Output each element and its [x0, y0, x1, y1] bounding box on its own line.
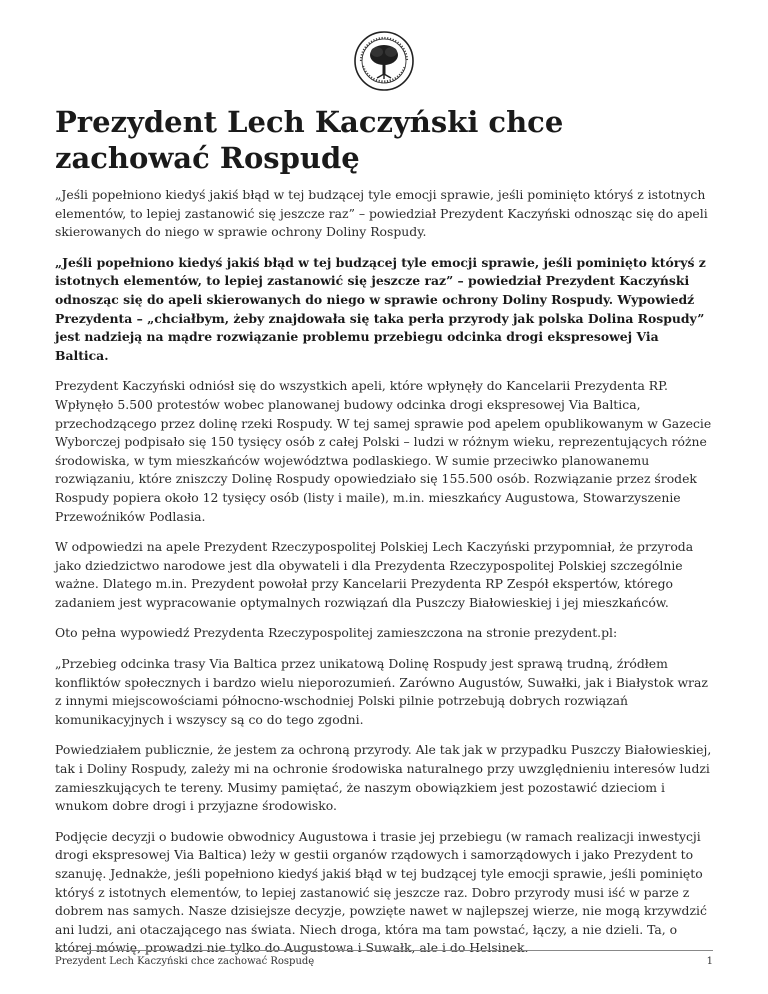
document-page — [55, 0, 713, 994]
quote-paragraph: „Przebieg odcinka trasy Via Baltica przez unikatową Dolinę Rospudy jest sprawą trudną, źródłem konfliktów społecznych i bardzo wielu nieporozumień. Zarówno Augustów, Suwałki, jak i Białystok wraz z innymi miejscowościami północno-wschodniej Polski pilnie potrzebują dobrych rozwiązań komunikacyjnych i wszyscy są co do tego zgodni. — [55, 656, 708, 727]
article-body — [55, 186, 713, 970]
body-paragraph: W odpowiedzi na apele Prezydent Rzeczypospolitej Polskiej Lech Kaczyński przypomniał, że przyroda jako dziedzictwo narodowe jest dla obywateli i dla Prezydenta Rzeczypospolitej Polskiej szczególnie ważne. Dlatego m.in. Prezydent powołał przy Kancelarii Prezydenta RP Zespół ekspertów, którego zadaniem jest wypracowanie optymalnych rozwiązań dla Puszczy Białowieskiej i jej mieszkańców. — [55, 539, 694, 610]
intro-paragraph: „Jeśli popełniono kiedyś jakiś błąd w tej budzącej tyle emocji sprawie, jeśli pominięto któryś z istotnych elementów, to lepiej zastanowić się jeszcze raz” – powiedział Prezydent Kaczyński odnosząc się do apeli skierowanych do niego w sprawie ochrony Doliny Rospudy. — [55, 187, 708, 240]
body-paragraph: Prezydent Kaczyński odniósł się do wszystkich apeli, które wpłynęły do Kancelarii Prezydenta RP. Wpłynęło 5.500 protestów wobec planowanej budowy odcinka drogi ekspresowej Via Baltica, przechodzącego przez dolinę rzeki Rospudy. W tej samej sprawie pod apelem opublikowanym w Gazecie Wyborczej podpisało się 150 tysięcy osób z całej Polski – ludzi w różnym wieku, reprezentujących różne środowiska, w tym mieszkańców województwa podlaskiego. W sumie przeciwko planowanemu rozwiązaniu, które zniszczy Dolinę Rospudy opowiedziało się 155.500 osób. Rozwiązanie przez środek Rospudy popiera około 12 tysięcy osób (listy i maile), m.in. mieszkańcy Augustowa, Stowarzyszenie Przewoźników Podlasia. — [55, 378, 712, 524]
quote-paragraph: Powiedziałem publicznie, że jestem za ochroną przyrody. Ale tak jak w przypadku Puszczy Białowieskiej, tak i Doliny Rospudy, zależy mi na ochronie środowiska naturalnego przy uwzględnieniu interesów ludzi zamieszkujących te tereny. Musimy pamiętać, że naszym obowiązkiem jest pozostawić dzieciom i wnukom dobre drogi i przyjazne środowisko. — [55, 742, 712, 814]
footer-divider — [55, 950, 713, 951]
lead-paragraph: „Jeśli popełniono kiedyś jakiś błąd w tej budzącej tyle emocji sprawie, jeśli pominięto któryś z istotnych elementów, to lepiej zastanowić się jeszcze raz” – powiedział Prezydent Kaczyński odnosząc się do apeli skierowanych do niego w sprawie ochrony Doliny Rospudy. Wypowiedź Prezydenta – „chciałbym, żeby znajdowała się taka perła przyrody jak polska Dolina Rospudy” jest nadzieją na mądre rozwiązanie problemu przebiegu odcinka drogi ekspresowej Via Baltica. — [55, 254, 706, 363]
footer-title: Prezydent Lech Kaczyński chce zachować Rospudę — [55, 956, 315, 967]
tree-seal-icon — [353, 30, 415, 92]
body-paragraph: Oto pełna wypowiedź Prezydenta Rzeczypospolitej zamieszczona na stronie prezydent.pl: — [55, 625, 618, 641]
quote-paragraph: Podjęcie decyzji o budowie obwodnicy Augustowa i trasie jej przebiegu (w ramach realizacji inwestycji drogi ekspresowej Via Baltica) leży w gestii organów rządowych i samorządowych i jako Prezydent to szanuję. Jednakże, jeśli popełniono kiedyś jakiś błąd w tej budzącej tyle emocji sprawie, jeśli pominięto któryś z istotnych elementów, to lepiej zastanowić się jeszcze raz. Dobro przyrody musi iść w parze z dobrem nas samych. Nasze dzisiejsze decyzje, powzięte nawet w najlepszej wierze, nie mogą krzywdzić ani ludzi, ani otaczającego nas świata. Niech droga, która ma tam powstać, łączy, a nie dzieli. Ta, o której mówię, prowadzi nie tylko do Augustowa i Suwałk, ale i do Helsinek. — [55, 828, 707, 956]
article-title: Prezydent Lech Kaczyński chce zachować Rospudę — [55, 105, 564, 175]
page-number: 1 — [706, 956, 713, 967]
